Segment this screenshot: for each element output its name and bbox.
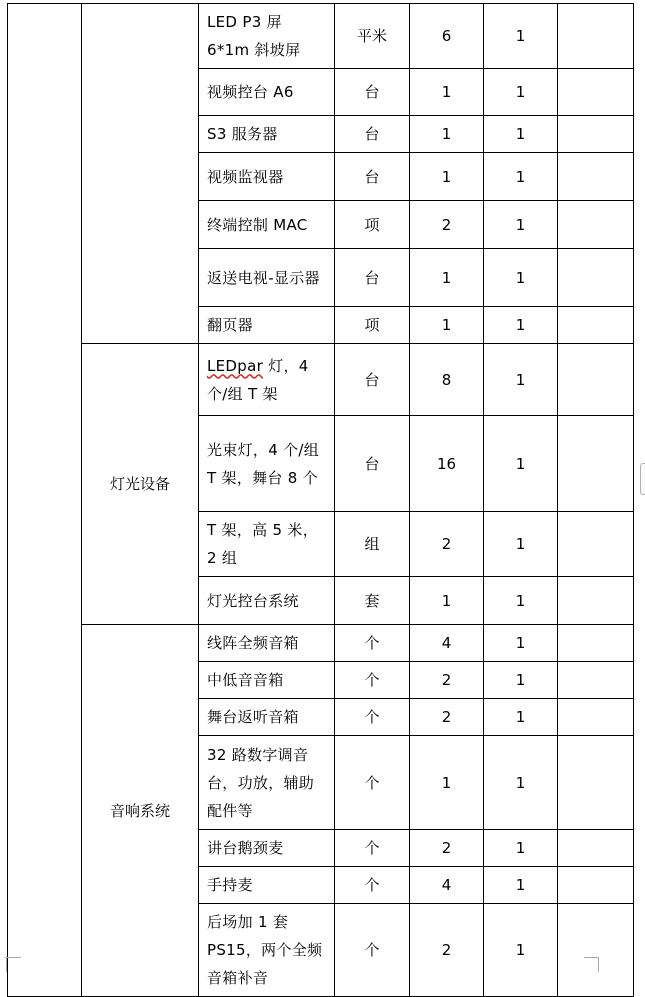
- count-cell: 1: [484, 416, 558, 512]
- note-cell: [558, 830, 634, 867]
- qty-cell: 1: [410, 577, 484, 625]
- count-cell: 1: [484, 116, 558, 153]
- item-cell: 32 路数字调音台，功放，辅助配件等: [199, 736, 335, 830]
- item-cell: LED P3 屏 6*1m 斜坡屏: [199, 4, 335, 69]
- note-cell: [558, 116, 634, 153]
- unit-cell: 台: [335, 249, 410, 307]
- note-cell: [558, 201, 634, 249]
- note-cell: [558, 249, 634, 307]
- item-cell: 讲台鹅颈麦: [199, 830, 335, 867]
- page-corner-mark-left: [6, 957, 21, 972]
- note-cell: [558, 736, 634, 830]
- category-cell: 音响系统: [82, 625, 199, 997]
- count-cell: 1: [484, 904, 558, 997]
- side-panel-handle[interactable]: [640, 463, 645, 495]
- item-cell: 舞台返听音箱: [199, 699, 335, 736]
- item-text: 灯，4 个/组 T 架: [207, 356, 309, 403]
- category-cell: 灯光设备: [82, 344, 199, 625]
- note-cell: [558, 577, 634, 625]
- equipment-table: [7, 3, 634, 997]
- note-cell: [558, 904, 634, 997]
- unit-cell: 平米: [335, 4, 410, 69]
- count-cell: 1: [484, 736, 558, 830]
- count-cell: 1: [484, 512, 558, 577]
- unit-cell: 个: [335, 662, 410, 699]
- item-cell: 视频监视器: [199, 153, 335, 201]
- qty-cell: 2: [410, 699, 484, 736]
- category-cell: [82, 4, 199, 344]
- qty-cell: 1: [410, 116, 484, 153]
- count-cell: 1: [484, 4, 558, 69]
- unit-cell: 个: [335, 736, 410, 830]
- item-cell: 后场加 1 套 PS15，两个全频音箱补音: [199, 904, 335, 997]
- qty-cell: 1: [410, 153, 484, 201]
- qty-cell: 1: [410, 249, 484, 307]
- qty-cell: 2: [410, 830, 484, 867]
- table-row: [8, 625, 634, 662]
- item-cell: 灯光控台系统: [199, 577, 335, 625]
- count-cell: 1: [484, 699, 558, 736]
- unit-cell: 台: [335, 116, 410, 153]
- unit-cell: 个: [335, 625, 410, 662]
- qty-cell: 2: [410, 201, 484, 249]
- note-cell: [558, 153, 634, 201]
- item-cell: 线阵全频音箱: [199, 625, 335, 662]
- item-cell: 手持麦: [199, 867, 335, 904]
- unit-cell: 个: [335, 830, 410, 867]
- spellcheck-text: LEDpar: [207, 356, 264, 375]
- unit-cell: 台: [335, 153, 410, 201]
- unit-cell: 台: [335, 416, 410, 512]
- unit-cell: 项: [335, 307, 410, 344]
- unit-cell: 项: [335, 201, 410, 249]
- qty-cell: 4: [410, 867, 484, 904]
- count-cell: 1: [484, 662, 558, 699]
- item-cell: S3 服务器: [199, 116, 335, 153]
- qty-cell: 16: [410, 416, 484, 512]
- note-cell: [558, 512, 634, 577]
- count-cell: 1: [484, 577, 558, 625]
- count-cell: 1: [484, 867, 558, 904]
- note-cell: [558, 69, 634, 116]
- count-cell: 1: [484, 249, 558, 307]
- unit-cell: 个: [335, 699, 410, 736]
- item-cell: 视频控台 A6: [199, 69, 335, 116]
- item-cell: 光束灯，4 个/组 T 架，舞台 8 个: [199, 416, 335, 512]
- note-cell: [558, 867, 634, 904]
- unit-cell: 套: [335, 577, 410, 625]
- note-cell: [558, 699, 634, 736]
- note-cell: [558, 625, 634, 662]
- unit-cell: 台: [335, 344, 410, 416]
- count-cell: 1: [484, 344, 558, 416]
- page-corner-mark-right: [584, 957, 599, 972]
- qty-cell: 6: [410, 4, 484, 69]
- qty-cell: 2: [410, 512, 484, 577]
- table-row: [8, 344, 634, 416]
- item-cell: [199, 344, 335, 416]
- qty-cell: 2: [410, 904, 484, 997]
- qty-cell: 1: [410, 736, 484, 830]
- count-cell: 1: [484, 625, 558, 662]
- note-cell: [558, 4, 634, 69]
- unit-cell: 组: [335, 512, 410, 577]
- count-cell: 1: [484, 201, 558, 249]
- note-cell: [558, 307, 634, 344]
- count-cell: 1: [484, 153, 558, 201]
- table-row: [8, 4, 634, 69]
- qty-cell: 2: [410, 662, 484, 699]
- qty-cell: 1: [410, 307, 484, 344]
- note-cell: [558, 416, 634, 512]
- item-cell: 终端控制 MAC: [199, 201, 335, 249]
- unit-cell: 个: [335, 904, 410, 997]
- unit-cell: 个: [335, 867, 410, 904]
- qty-cell: 8: [410, 344, 484, 416]
- item-cell: T 架，高 5 米，2 组: [199, 512, 335, 577]
- count-cell: 1: [484, 830, 558, 867]
- note-cell: [558, 344, 634, 416]
- count-cell: 1: [484, 307, 558, 344]
- unit-cell: 台: [335, 69, 410, 116]
- item-cell: 中低音音箱: [199, 662, 335, 699]
- count-cell: 1: [484, 69, 558, 116]
- note-cell: [558, 662, 634, 699]
- qty-cell: 1: [410, 69, 484, 116]
- qty-cell: 4: [410, 625, 484, 662]
- first-column-cell: [8, 4, 82, 997]
- item-cell: 返送电视-显示器: [199, 249, 335, 307]
- item-cell: 翻页器: [199, 307, 335, 344]
